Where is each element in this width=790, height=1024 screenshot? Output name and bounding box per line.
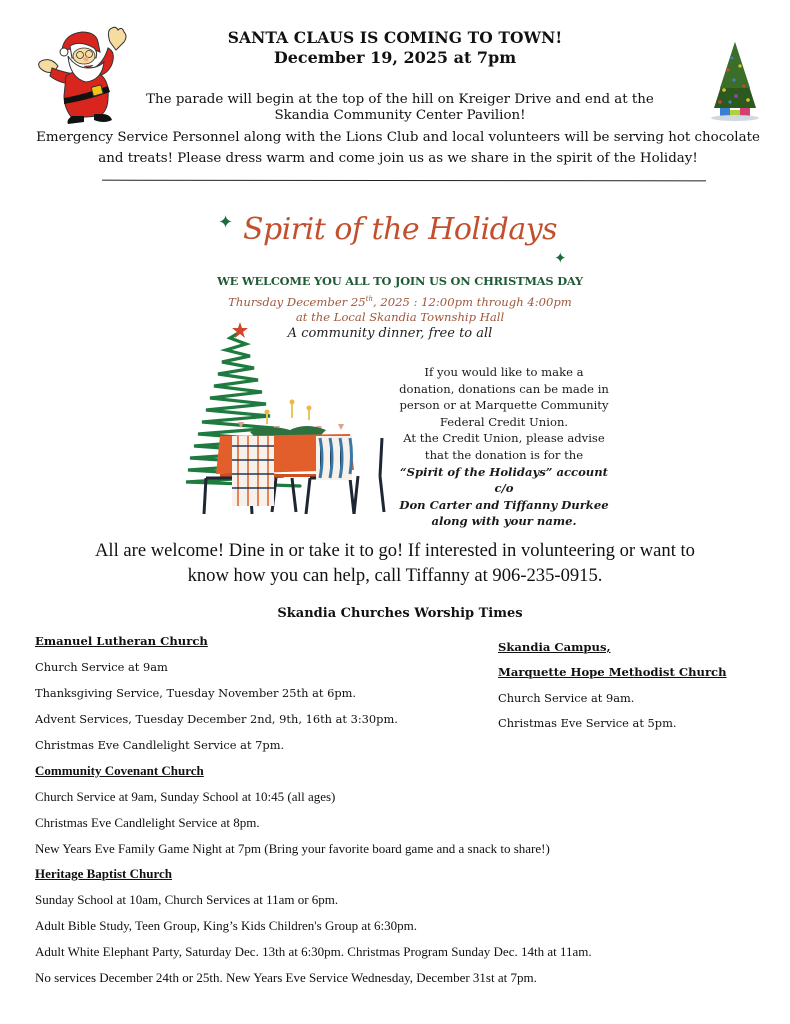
event-time-text: , 2025 : 12:00pm through 4:00pm — [373, 294, 572, 309]
church-name-emanuel: Emanuel Lutheran Church — [35, 634, 208, 648]
donation-line: that the donation is for the — [424, 447, 584, 462]
christmas-tree-icon — [706, 40, 764, 122]
cta-line: All are welcome! Dine in or take it to go! If interested in volunteering or want to — [95, 540, 695, 561]
donation-line: person or at Marquette Community — [399, 398, 609, 413]
spirit-title: Spirit of the Holidays — [242, 212, 558, 247]
donation-line: Federal Credit Union. — [439, 414, 569, 429]
service-line: Church Service at 9am. — [498, 691, 635, 705]
santa-claus-icon — [36, 26, 128, 126]
cta-line: know how you can help, call Tiffanny at 906-235-0915. — [187, 565, 603, 586]
donation-line: At the Credit Union, please advise — [403, 431, 605, 446]
event-date — [190, 292, 610, 310]
volunteer-call-to-action — [20, 538, 770, 588]
parade-route-line: The parade will begin at the top of the hill on Kreiger Drive and end at the — [146, 92, 654, 107]
service-line: Thanksgiving Service, Tuesday November 25th at 6pm. — [35, 686, 357, 700]
service-line: Adult White Elephant Party, Saturday Dec. 13th at 6:30pm. Christmas Program Sunday Dec. 14th at 11am. — [35, 944, 592, 959]
christmas-day-welcome: WE WELCOME YOU ALL TO JOIN US ON CHRISTMAS DAY — [217, 274, 583, 288]
parade-route-line: Skandia Community Center Pavilion! — [274, 108, 526, 123]
parade-details — [18, 127, 778, 169]
donation-info — [390, 364, 618, 530]
dinner-table-illustration — [180, 318, 390, 514]
church-name-covenant: Community Covenant Church — [35, 763, 204, 778]
service-line: Sunday School at 10am, Church Services at 11am or 6pm. — [35, 892, 339, 907]
church-name-skandia-campus: Skandia Campus, — [498, 640, 611, 654]
community-dinner-tagline: A community dinner, free to all — [287, 326, 493, 341]
parade-date: December 19, 2025 at 7pm — [273, 48, 517, 67]
event-date-text: Thursday December 25 — [228, 294, 366, 309]
service-line: New Years Eve Family Game Night at 7pm (Bring your favorite board game and a snack to share!) — [35, 841, 550, 856]
parade-details-line: Emergency Service Personnel along with the Lions Club and local volunteers will be serving hot chocolate — [36, 130, 760, 145]
parade-route — [130, 92, 670, 124]
donation-line: donation, donations can be made in — [399, 381, 609, 396]
donation-account-line: “Spirit of the Holidays” account c/o — [399, 464, 609, 496]
service-line: Advent Services, Tuesday December 2nd, 9th, 16th at 3:30pm. — [35, 712, 398, 726]
service-line: Church Service at 9am — [35, 660, 168, 674]
section-divider — [102, 180, 706, 182]
service-line: Adult Bible Study, Teen Group, King’s Kids Children's Group at 6:30pm. — [35, 918, 418, 933]
sparkle-icon: ✦ — [218, 212, 234, 233]
churches-section-title: Skandia Churches Worship Times — [277, 606, 523, 621]
church-name-baptist: Heritage Baptist Church — [35, 866, 172, 881]
parade-title: SANTA CLAUS IS COMING TO TOWN! — [227, 28, 563, 47]
donation-account-line: along with your name. — [431, 514, 577, 529]
church-name-hope-methodist: Marquette Hope Methodist Church — [498, 665, 727, 679]
service-line: Christmas Eve Candlelight Service at 7pm. — [35, 738, 285, 752]
event-date-suffix: th — [365, 295, 373, 303]
service-line: Christmas Eve Candlelight Service at 8pm. — [35, 815, 260, 830]
parade-details-line: and treats! Please dress warm and come join us as we share in the spirit of the Holiday! — [98, 151, 698, 166]
service-line: Church Service at 9am, Sunday School at 10:45 (all ages) — [35, 789, 336, 804]
donation-line: If you would like to make a — [424, 365, 584, 379]
sparkle-icon: ✦ — [554, 249, 567, 267]
service-line: No services December 24th or 25th. New Years Eve Service Wednesday, December 31st at 7pm. — [35, 970, 537, 985]
service-line: Christmas Eve Service at 5pm. — [498, 716, 677, 730]
donation-account-line: Don Carter and Tiffanny Durkee — [399, 497, 609, 512]
event-location: at the Local Skandia Township Hall — [295, 309, 505, 324]
